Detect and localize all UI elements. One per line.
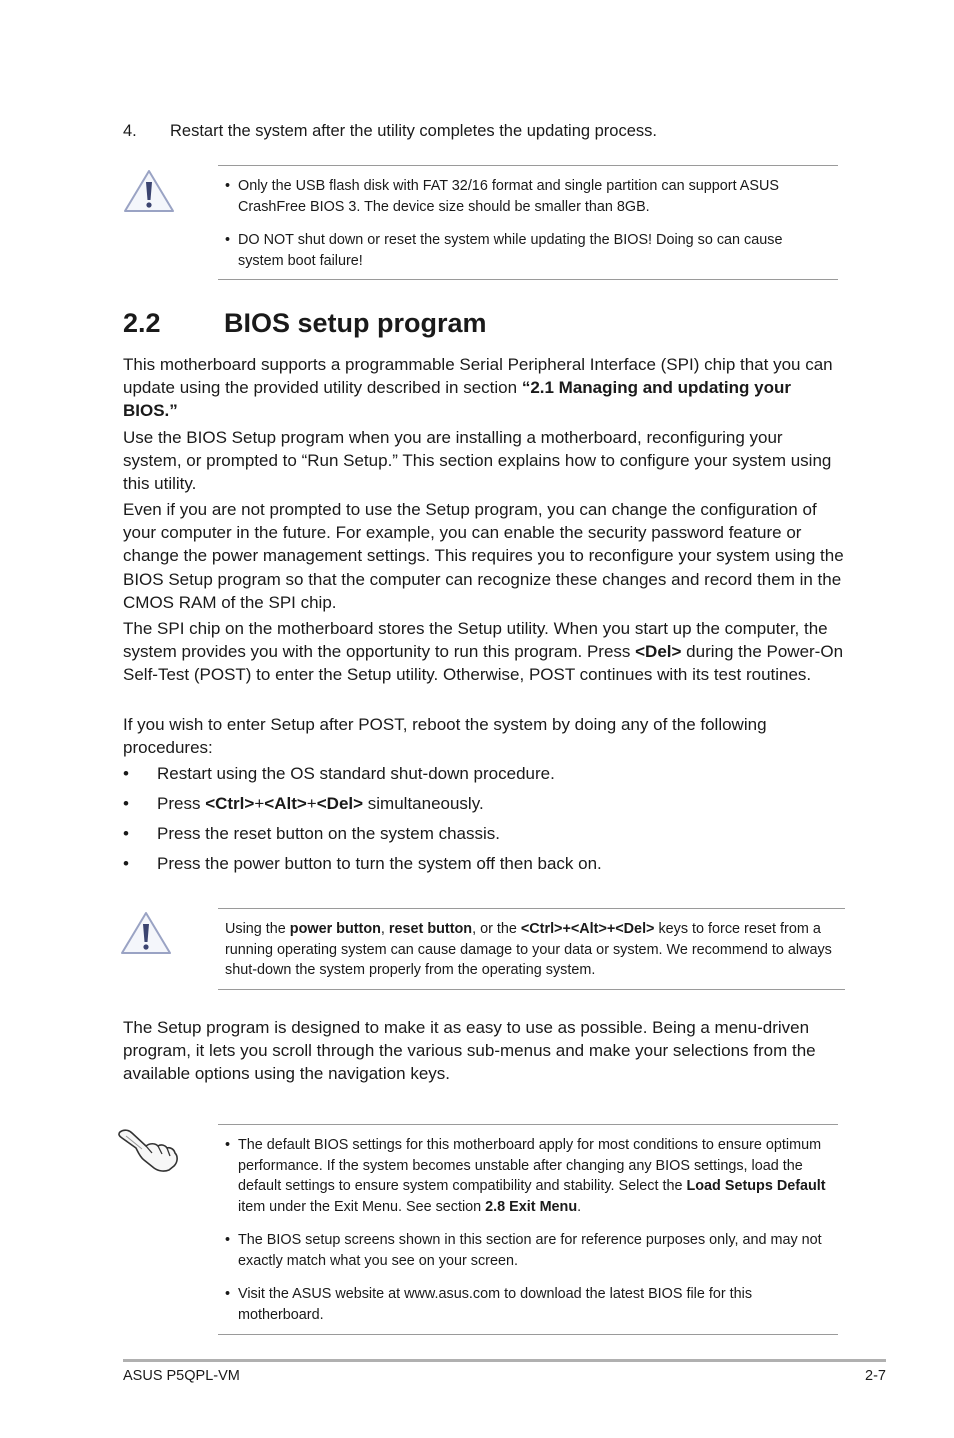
section-number: 2.2 bbox=[123, 308, 161, 338]
page-number: 2-7 bbox=[865, 1368, 886, 1384]
note-item: • Visit the ASUS website at www.asus.com to download the latest BIOS file for this motherboard. bbox=[225, 1286, 753, 1323]
step-text: Restart the system after the utility completes the updating process. bbox=[170, 122, 657, 140]
paragraph-5: If you wish to enter Setup after POST, reboot the system by doing any of the following procedures: bbox=[123, 715, 767, 758]
paragraph-1: This motherboard supports a programmable Serial Peripheral Interface (SPI) chip that you can update using the provided utility described in section “2.1 Managing and updating your BIOS.” bbox=[123, 355, 833, 421]
step-number: 4. bbox=[123, 122, 137, 140]
footer-product: ASUS P5QPL-VM bbox=[123, 1368, 240, 1384]
paragraph-2: Use the BIOS Setup program when you are installing a motherboard, reconfiguring your system, or prompted to “Run Setup.” This section explains how to configure your system using this utility. bbox=[123, 428, 832, 494]
caution-text: Using the power button, reset button, or the <Ctrl>+<Alt>+<Del> keys to force reset from a running operating system can cause damage to your data or system. We recommend to always shut-down the system properly from the operating system. bbox=[225, 921, 832, 978]
pointing-hand-icon bbox=[116, 1124, 182, 1174]
note-item: • The BIOS setup screens shown in this section are for reference purposes only, and may not exactly match what you see on your screen. bbox=[225, 1232, 822, 1269]
paragraph-6: The Setup program is designed to make it as easy to use as possible. Being a menu-driven program, it lets you scroll through the various sub-menus and make your selections from the available options using the navigation keys. bbox=[123, 1018, 816, 1084]
caution-box-2 bbox=[218, 908, 845, 990]
note-box bbox=[218, 1124, 838, 1335]
caution-triangle-icon bbox=[119, 910, 173, 956]
paragraph-4: The SPI chip on the motherboard stores the Setup utility. When you start up the computer, the system provides you with the opportunity to run this program. Press <Del> during the Power-On Self-Test (POST) to enter the Setup utility. Otherwise, POST continues with its test routines. bbox=[123, 619, 844, 685]
footer-divider bbox=[123, 1359, 886, 1362]
caution-triangle-icon bbox=[122, 168, 176, 214]
paragraph-3: Even if you are not prompted to use the Setup program, you can change the configuration of your computer in the future. For example, you can enable the security password feature or change the power management settings. This requires you to reconfigure your system using the BIOS Setup program so that the computer can recognize these changes and record them in the CMOS RAM of the SPI chip. bbox=[123, 500, 844, 612]
section-title: BIOS setup program bbox=[224, 308, 487, 338]
caution-box-1 bbox=[218, 165, 838, 280]
caution-item: • DO NOT shut down or reset the system while updating the BIOS! Doing so can cause system boot failure! bbox=[225, 232, 783, 269]
note-item: • The default BIOS settings for this motherboard apply for most conditions to ensure optimum performance. If the system becomes unstable after changing any BIOS settings, load the default settings to ensure system compatibility and stability. Select the Load Setups Default item under the Exit Menu. See section 2.8 Exit Menu. bbox=[225, 1137, 826, 1215]
caution-item: • Only the USB flash disk with FAT 32/16 format and single partition can support ASUS CrashFree BIOS 3. The device size should be smaller than 8GB. bbox=[225, 178, 779, 215]
